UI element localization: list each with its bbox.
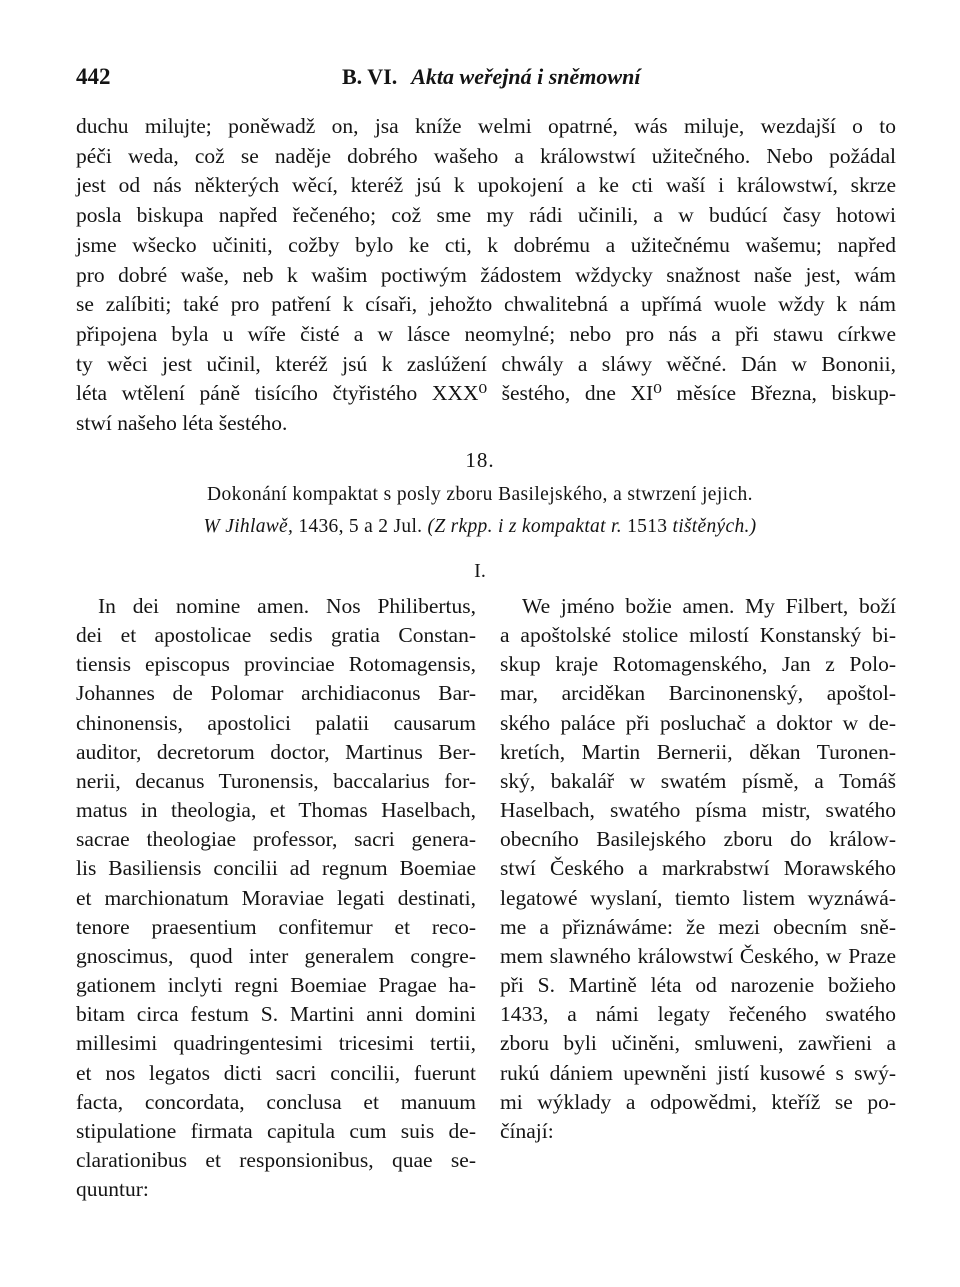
latin-line: facta, concordata, conclusa et manuum <box>76 1089 476 1114</box>
czech-line: ského paláce při posluchač a doktor w de- <box>500 710 896 735</box>
source-place: W Jihlawě, <box>203 516 294 537</box>
czech-line: obecního Basilejského zboru do králow- <box>500 827 896 852</box>
czech-line: mi wýklady a odpowědmi, kteříž se po- <box>500 1089 896 1114</box>
latin-line: auditor, decretorum doctor, Martinus Ber- <box>76 739 476 764</box>
latin-line: lis Basiliensis concilii ad regnum Boemiae <box>76 856 476 881</box>
text-line: se zalíbiti; také pro patření k císaři, jehožto chwalitebná a upřímá wuole wždy k nám <box>76 292 896 317</box>
header-title <box>342 64 640 90</box>
czech-line: We jméno božie amen. My Filbert, boží <box>522 594 896 618</box>
volume-title: Akta weřejná i sněmowní <box>411 64 641 89</box>
czech-line: stwí Českého a markrabstwí Morawského <box>500 856 896 881</box>
czech-line: ský, bakalář w swatém písmě, a Tomáš <box>500 768 896 793</box>
document-source <box>0 516 960 538</box>
text-line: posla biskupa napřed řečeného; což sme my rádi učinili, a w budúcí časy hotowi <box>76 203 896 228</box>
czech-line: kretích, Martin Bernerii, děkan Turonen- <box>500 739 896 764</box>
czech-line: a apoštolské stolice milostí Konstanský bi- <box>500 623 896 648</box>
latin-line: quuntur: <box>76 1177 149 1202</box>
running-header <box>76 64 896 96</box>
czech-line: 1433, a námi legaty řečeného swatého <box>500 1002 896 1027</box>
text-line: jest od nás některých wěcí, kteréž jsú k upokojení a ke cti waší i králowstwí, skrze <box>76 173 896 198</box>
latin-column <box>76 592 476 1204</box>
section-label: B. VI. <box>342 64 398 89</box>
latin-line: gnoscimus, quod inter generalem congre- <box>76 943 476 968</box>
page-number: 442 <box>76 64 111 89</box>
latin-line: gationem inclyti regni Boemiae Pragae ha- <box>76 973 476 998</box>
text-line: duchu milujte; poněwadž on, jsa kníže welmi opatrné, wás miluje, wezdajší o to <box>76 114 896 138</box>
source-tail: tištěných.) <box>672 516 757 537</box>
latin-line: nerii, decanus Turonensis, baccalarius for- <box>76 768 476 793</box>
latin-line: matus in theologia, et Thomas Haselbach, <box>76 798 476 823</box>
latin-line: tiensis episcopus provinciae Rotomagensis, <box>76 652 476 677</box>
latin-line: millesimi quadringentesimi tricesimi tertii, <box>76 1031 476 1056</box>
latin-line: et nos legatos dicti sacri concilii, fuerunt <box>76 1060 476 1085</box>
intro-paragraph <box>76 112 896 439</box>
source-date: 1436, 5 a 2 Jul. <box>298 516 423 537</box>
text-line: jsme wšecko učiniti, cožby bylo ke cti, k dobrému a užitečnému wašemu; napřed <box>76 232 896 257</box>
czech-line: čínají: <box>500 1118 554 1143</box>
latin-line: In dei nomine amen. Nos Philibertus, <box>98 594 476 618</box>
latin-line: bitam circa festum S. Martini anni domini <box>76 1002 476 1027</box>
czech-line: skup kraje Rotomagenského, Jan z Polo- <box>500 652 896 677</box>
czech-line: Haselbach, swatého písma mistr, swatého <box>500 798 896 823</box>
text-line: stwí našeho léta šestého. <box>76 411 288 436</box>
source-year: 1513 <box>627 516 668 537</box>
czech-column <box>500 592 896 1146</box>
text-line: pro dobré waše, neb k wašim poctiwým žádostem wždycky snažnost naše jest, wám <box>76 262 896 287</box>
latin-line: dei et apostolicae sedis gratia Constan- <box>76 623 476 648</box>
latin-line: Johannes de Polomar archidiaconus Bar- <box>76 681 476 706</box>
latin-line: sacrae theologiae professor, sacri genera- <box>76 827 476 852</box>
latin-line: chinonensis, apostolici palatii causarum <box>76 710 476 735</box>
document-title: Dokonání kompaktat s posly zboru Basilejského, a stwrzení jejich. <box>207 484 753 505</box>
czech-line: zboru byli učiněni, smluweni, zawřieni a <box>500 1031 896 1056</box>
text-line: připojena byla u wíře čisté a w lásce neomylné; nebo pro nás a při stawu církwe <box>76 321 896 346</box>
czech-line: me a přiznáwáme: že mezi obecním sně- <box>500 914 896 939</box>
document-number: 18. <box>465 448 495 472</box>
text-line: péči weda, což se naděje dobrého wašeho a králowstwí užitečného. Nebo požádal <box>76 143 896 168</box>
text-line: ty wěci jest učinil, kteréž jsú k zaslúžení chwály a sláwy wěčné. Dán w Bononii, <box>76 351 896 376</box>
czech-line: mem slawného králowstwí Českého, w Praze <box>500 943 896 968</box>
czech-line: při S. Martině léta od narozenie božieho <box>500 973 896 998</box>
latin-line: tenore praesentium confitemur et reco- <box>76 914 476 939</box>
text-line: léta wtělení páně tisícího čtyřistého XXX⁰ šestého, dne XI⁰ měsíce Března, biskup- <box>76 381 896 406</box>
czech-line: rukú dániem upewněni jistí kusowé s swý- <box>500 1060 896 1085</box>
czech-line: legatowé wyslaní, tiemto listem wyznáwá- <box>500 885 896 910</box>
part-number: I. <box>474 560 486 582</box>
czech-line: mar, arciděkan Barcinonenský, apoštol- <box>500 681 896 706</box>
latin-line: clarationibus et responsionibus, quae se- <box>76 1147 476 1172</box>
latin-line: et marchionatum Moraviae legati destinati, <box>76 885 476 910</box>
latin-line: stipulatione firmata capitula cum suis de- <box>76 1118 476 1143</box>
source-reference: (Z rkpp. i z kompaktat r. <box>427 516 622 537</box>
